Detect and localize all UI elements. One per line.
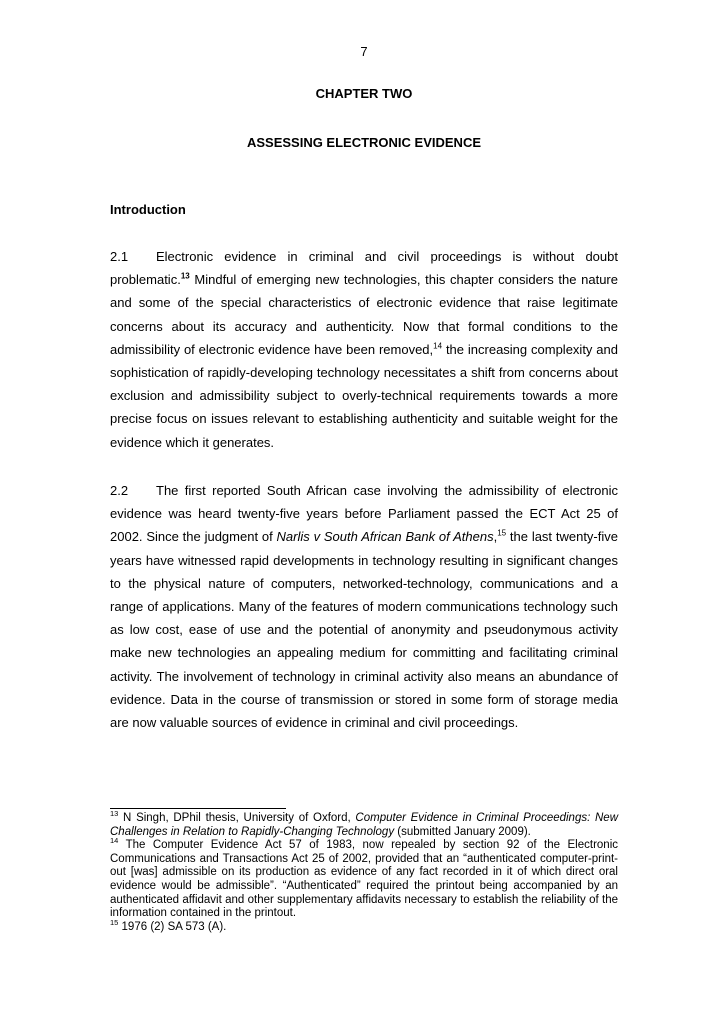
footnote-ref-13: 13 (180, 271, 190, 281)
paragraph-text: the last twenty-five years have witnessed rapid developments in technology resulting in significant changes to the physical nature of computers, networked-technology, communications and a range of applications. Many of the features of modern communications technology such as low cost, ease of use and the potential of anonymity and pseudonymous activity make new technologies an appealing medium for committing and facilitating criminal activity. The involvement of technology in criminal activity also means an abundance of evidence. Data in the course of transmission or stored in some form of storage media are now valuable sources of evidence in criminal and civil proceedings. (110, 529, 618, 731)
footnote-text: The Computer Evidence Act 57 of 1983, now repealed by section 92 of the Electronic Communications and Transactions Act 25 of 2002, provided that an “authenticated computer-print-out [was] admissible on its production as evidence of any fact recorded in it of which direct oral evidence would be admissible”. “Authenticated” required the printout being accompanied by an authenticated affidavit and other supplementary affidavits necessary to establish the reliability of the information contained in the printout. (110, 839, 618, 920)
chapter-title: CHAPTER TWO (315, 86, 413, 101)
paragraph-2-1 (110, 245, 618, 454)
paragraph-text: the increasing complexity and sophistication of rapidly-developing technology necessitates a shift from concerns about exclusion and admissibility subject to overly-technical requirements towards a more precise focus on issues relevant to establishing authenticity and suitable weight for the evidence which it generates. (110, 341, 618, 450)
paragraph-number: 2.2 (110, 483, 129, 498)
footnote-text: (submitted January 2009). (394, 825, 531, 838)
footnote-separator (110, 808, 286, 809)
footnote-ref-15: 15 (497, 529, 507, 539)
paragraph-2-2 (110, 479, 618, 734)
paragraph-text: Mindful of emerging new technologies, this chapter considers the nature and some of the special characteristics of electronic evidence that raise legitimate concerns about its accuracy and authenticity. Now that formal conditions to the admissibility of electronic evidence have been removed, (110, 272, 618, 357)
footnotes (110, 809, 619, 934)
paragraph-text: Electronic evidence in criminal and civil proceedings is without doubt problematic. (110, 249, 618, 288)
footnote-ref-14: 14 (433, 341, 443, 351)
footnote-number: 13 (110, 809, 119, 819)
footnote-number: 15 (110, 917, 119, 927)
section-heading: Introduction (110, 202, 186, 217)
page-number: 7 (360, 44, 368, 59)
footnote-15 (110, 917, 618, 935)
paragraph-text: The first reported South African case involving the admissibility of electronic evidence was heard twenty-five years before Parliament passed the ECT Act 25 of 2002. Since the judgment of (110, 483, 618, 545)
footnote-text: 1976 (2) SA 573 (A). (118, 920, 227, 933)
chapter-subtitle: ASSESSING ELECTRONIC EVIDENCE (246, 135, 482, 150)
footnote-title: Computer Evidence in Criminal Proceedings: New Challenges in Relation to Rapidly-Changing Technology (110, 812, 619, 838)
paragraph-text: , (493, 529, 498, 545)
paragraph-number: 2.1 (110, 249, 129, 264)
case-name: Narlis v South African Bank of Athens (276, 529, 494, 545)
footnote-13 (110, 809, 619, 839)
footnote-14 (110, 836, 618, 921)
footnote-text: N Singh, DPhil thesis, University of Oxford, (118, 812, 356, 824)
footnote-number: 14 (110, 836, 119, 846)
